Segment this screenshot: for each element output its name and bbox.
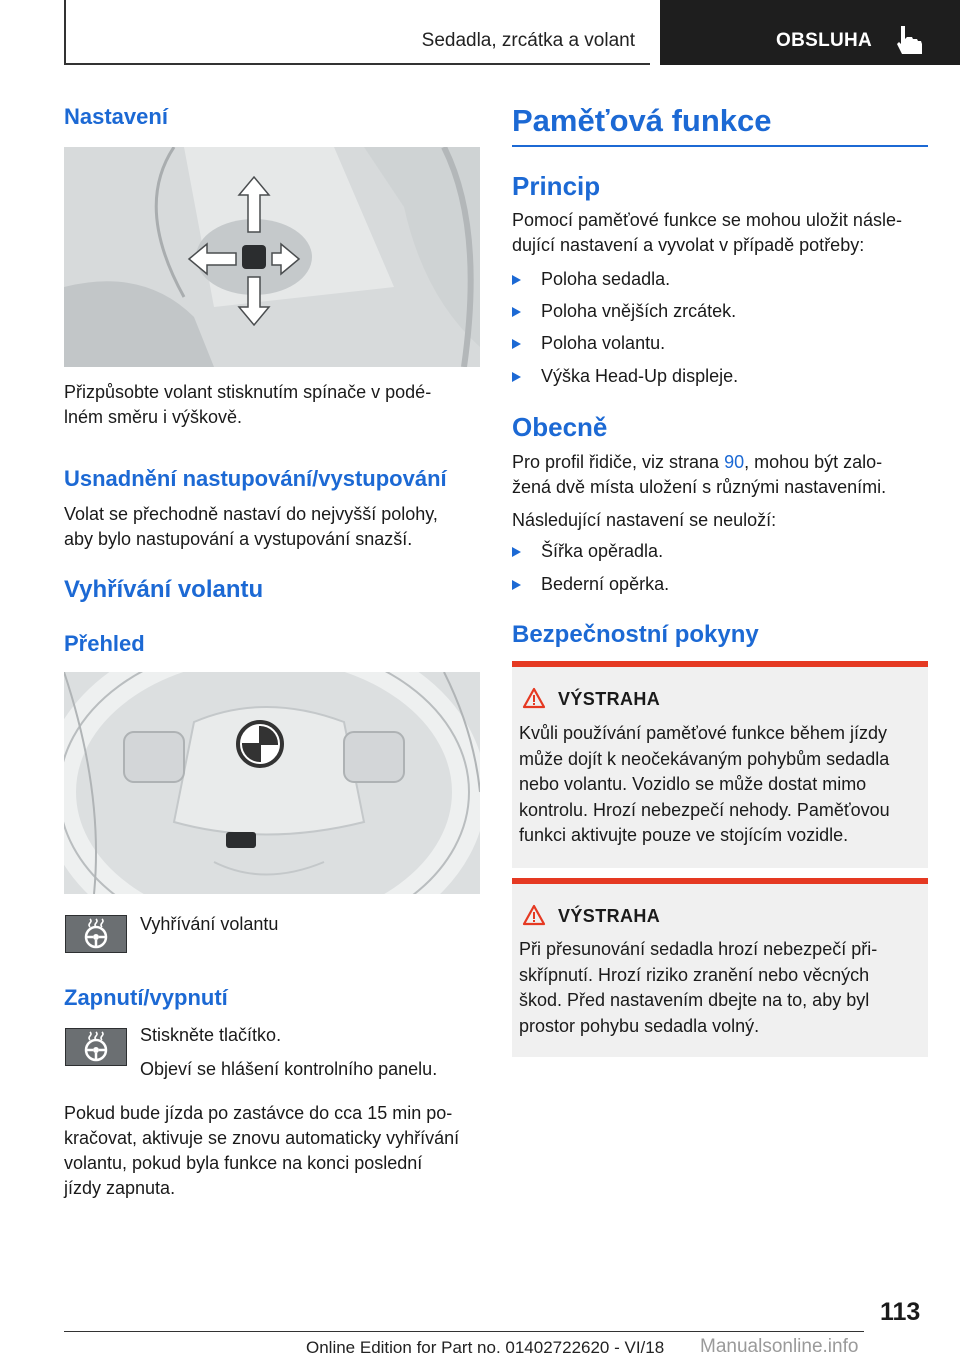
header-rule xyxy=(64,63,650,65)
text-zapnuti-1: Pokud bude jízda po zastávce do cca 15 min po‐ xyxy=(64,1103,453,1123)
warning-text-1: Kvůli používání paměťové funkce během jízdy může dojít k neočekávaným pohybům sedadla nebo volantu. Vozidlo se může dostat mimo kontrolu. Hrozí nebezpečí nehody. Paměťovou funkci aktivujte pouze ve stojícím vozidle. xyxy=(519,723,890,845)
steering-column-adjust-photo xyxy=(64,147,480,367)
page-number: 113 xyxy=(880,1298,921,1326)
step-zapnuti-2: Objeví se hlášení kontrolního panelu. xyxy=(140,1059,438,1079)
heading-nastaveni: Nastavení xyxy=(64,104,168,129)
header-tab-label: OBSLUHA xyxy=(776,30,873,51)
warning-bar xyxy=(512,661,928,667)
warning-bar xyxy=(512,878,928,884)
icon-label-vyhrivani: Vyhřívání volantu xyxy=(140,914,279,934)
pointing-hand-icon xyxy=(892,24,926,58)
heated-steering-wheel-icon xyxy=(65,915,127,953)
footer-rule xyxy=(64,1331,864,1332)
page-link-90[interactable]: 90 xyxy=(724,452,745,472)
warning-title-2: VÝSTRAHA xyxy=(558,906,661,926)
title-underline xyxy=(512,145,928,147)
heading-bezpecnost: Bezpečnostní pokyny xyxy=(512,621,759,648)
bullet-triangle-icon xyxy=(512,339,521,349)
text-usnadneni-1: Volat se přechodně nastaví do nejvyšší polohy, xyxy=(64,504,438,524)
text-usnadneni-2: aby bylo nastupování a vystupování snazší. xyxy=(64,529,413,549)
heading-vyhrivani: Vyhřívání volantu xyxy=(64,576,264,603)
heading-prehled: Přehled xyxy=(64,631,145,656)
text-obecne-2: žená dvě místa uložení s různými nastaveními. xyxy=(512,477,887,497)
steering-wheel-photo xyxy=(64,672,480,894)
bullet-triangle-icon xyxy=(512,580,521,590)
bullet-triangle-icon xyxy=(512,307,521,317)
caption-nastaveni-1: Přizpůsobte volant stisknutím spínače v podé‐ xyxy=(64,382,432,402)
text-zapnuti-3: volantu, pokud byla funkce na konci poslední xyxy=(64,1153,423,1173)
caption-nastaveni-2: lném směru i výškově. xyxy=(64,407,243,427)
header-section-title: Sedadla, zrcátka a volant xyxy=(421,30,635,51)
heading-pametova-funkce: Paměťová funkce xyxy=(512,103,772,138)
heading-princip: Princip xyxy=(512,171,601,201)
warning-triangle-icon xyxy=(522,904,546,926)
text-obecne-1: Pro profil řidiče, viz strana 90, mohou být zalo‐ xyxy=(512,452,883,472)
step-zapnuti-1: Stiskněte tlačítko. xyxy=(140,1025,282,1045)
warning-box-1 xyxy=(512,661,928,868)
heated-steering-wheel-button-icon xyxy=(65,1028,127,1066)
warning-text-2: Při přesunování sedadla hrozí nebezpečí při‐ skřípnutí. Hrozí riziko zranění nebo věcných škod. Před nastavením dbejte na to, aby byl prostor pohybu sedadla volný. xyxy=(519,939,878,1036)
footer-edition-text: Online Edition for Part no. 01402722620 - VI/18 xyxy=(306,1338,665,1357)
text-princip-2: dující nastavení a vyvolat v případě potřeby: xyxy=(512,235,865,255)
bullet-triangle-icon xyxy=(512,547,521,557)
warning-box-2 xyxy=(512,878,928,1057)
bullet-triangle-icon xyxy=(512,275,521,285)
heading-usnadneni: Usnadnění nastupování/vystupování xyxy=(64,466,447,491)
text-obecne-3: Následující nastavení se neuloží: xyxy=(512,510,777,530)
text-zapnuti-4: jízdy zapnuta. xyxy=(64,1178,176,1198)
text-zapnuti-2: kračovat, aktivuje se znovu automaticky vyhřívání xyxy=(64,1128,460,1148)
warning-title-1: VÝSTRAHA xyxy=(558,689,661,709)
heading-obecne: Obecně xyxy=(512,412,608,442)
heading-zapnuti: Zapnutí/vypnutí xyxy=(64,985,228,1010)
bullet-triangle-icon xyxy=(512,372,521,382)
warning-triangle-icon xyxy=(522,687,546,709)
header-divider-left xyxy=(64,0,66,64)
watermark: Manualsonline.info xyxy=(700,1336,859,1357)
text-princip-1: Pomocí paměťové funkce se mohou uložit násle‐ xyxy=(512,210,902,230)
